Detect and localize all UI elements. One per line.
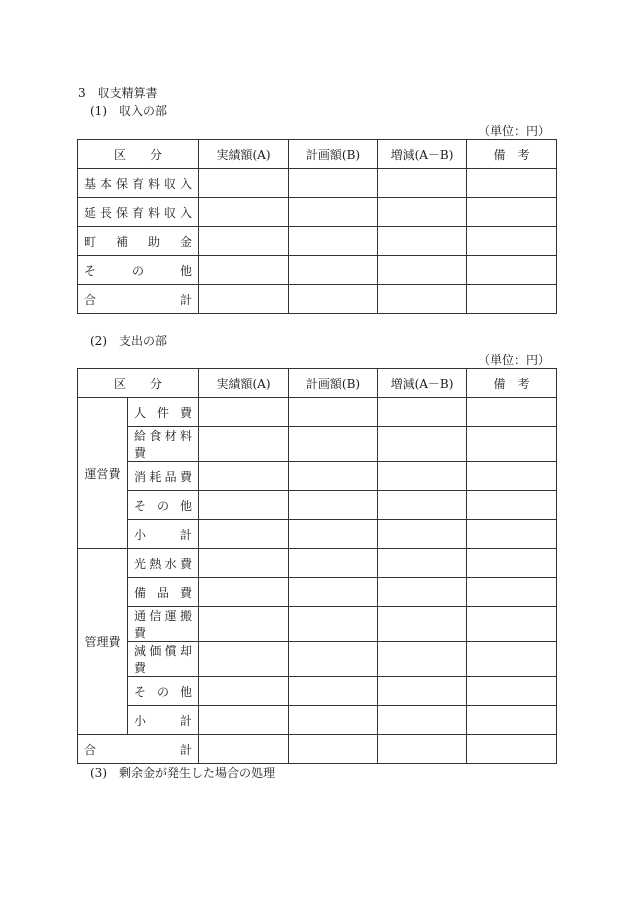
table-cell — [199, 706, 289, 735]
table-cell — [378, 706, 467, 735]
table-row — [78, 285, 557, 314]
expense-group-management: 管理費 — [78, 549, 128, 735]
table-cell — [378, 607, 467, 642]
surplus-heading: (3) 剰余金が発生した場合の処理 — [90, 766, 275, 780]
expense-item-label: 消耗品費 — [128, 462, 199, 491]
expense-item-label: 人件費 — [128, 398, 199, 427]
expense-header-actual: 実績額(A) — [199, 369, 289, 398]
table-row — [78, 427, 557, 462]
table-cell — [289, 549, 378, 578]
table-cell — [199, 169, 289, 198]
table-row — [78, 642, 557, 677]
table-cell — [378, 549, 467, 578]
table-cell — [289, 427, 378, 462]
table-cell — [467, 256, 557, 285]
table-cell — [467, 677, 557, 706]
table-cell — [467, 706, 557, 735]
income-unit-label: （単位：円） — [477, 124, 550, 138]
income-row-label: 基本保育料収入 — [78, 169, 199, 198]
table-cell — [289, 227, 378, 256]
table-cell — [467, 735, 557, 764]
expense-item-label: 通信運搬費 — [128, 607, 199, 642]
expense-header-category: 区 分 — [78, 369, 199, 398]
expense-item-label: 小計 — [128, 706, 199, 735]
table-cell — [199, 549, 289, 578]
income-header-difference: 増減(A－B) — [378, 140, 467, 169]
table-row — [78, 198, 557, 227]
table-row — [78, 256, 557, 285]
table-cell — [467, 549, 557, 578]
table-row — [78, 462, 557, 491]
table-cell — [199, 607, 289, 642]
income-heading: (1) 収入の部 — [90, 104, 167, 118]
expense-item-label: 減価償却費 — [128, 642, 199, 677]
table-cell — [467, 285, 557, 314]
table-cell — [199, 462, 289, 491]
table-cell — [289, 198, 378, 227]
income-header-actual: 実績額(A) — [199, 140, 289, 169]
expense-item-label: その他 — [128, 677, 199, 706]
table-row — [78, 520, 557, 549]
table-cell — [378, 677, 467, 706]
table-cell — [467, 520, 557, 549]
table-cell — [467, 427, 557, 462]
table-cell — [199, 198, 289, 227]
table-cell — [467, 462, 557, 491]
expense-item-label: 備品費 — [128, 578, 199, 607]
table-cell — [289, 285, 378, 314]
table-cell — [289, 706, 378, 735]
income-header-remarks: 備 考 — [467, 140, 557, 169]
table-cell — [378, 642, 467, 677]
table-cell — [289, 520, 378, 549]
table-cell — [378, 398, 467, 427]
expense-item-label: その他 — [128, 491, 199, 520]
table-row — [78, 491, 557, 520]
table-cell — [289, 462, 378, 491]
table-row — [78, 549, 557, 578]
table-cell — [199, 677, 289, 706]
income-header-planned: 計画額(B) — [289, 140, 378, 169]
table-cell — [467, 642, 557, 677]
table-cell — [289, 398, 378, 427]
table-row — [78, 677, 557, 706]
table-row — [78, 169, 557, 198]
table-cell — [199, 491, 289, 520]
income-header-category: 区 分 — [78, 140, 199, 169]
expense-header-remarks: 備 考 — [467, 369, 557, 398]
table-cell — [378, 256, 467, 285]
expense-item-label: 小計 — [128, 520, 199, 549]
expense-heading: (2) 支出の部 — [90, 334, 167, 348]
table-cell — [199, 578, 289, 607]
income-row-label: 延長保育料収入 — [78, 198, 199, 227]
table-cell — [378, 227, 467, 256]
expense-table — [77, 368, 557, 764]
table-cell — [467, 198, 557, 227]
table-cell — [378, 198, 467, 227]
table-cell — [199, 256, 289, 285]
income-table — [77, 139, 557, 314]
expense-header-planned: 計画額(B) — [289, 369, 378, 398]
table-cell — [378, 578, 467, 607]
table-row — [78, 735, 557, 764]
table-cell — [378, 427, 467, 462]
income-header-row — [78, 140, 557, 169]
income-row-label: 町補助金 — [78, 227, 199, 256]
table-cell — [289, 491, 378, 520]
table-row — [78, 227, 557, 256]
table-cell — [199, 642, 289, 677]
expense-header-row — [78, 369, 557, 398]
expense-header-difference: 増減(A－B) — [378, 369, 467, 398]
table-row — [78, 398, 557, 427]
table-cell — [199, 735, 289, 764]
table-cell — [199, 520, 289, 549]
expense-item-label: 給食材料費 — [128, 427, 199, 462]
table-cell — [467, 578, 557, 607]
table-cell — [289, 735, 378, 764]
table-cell — [289, 642, 378, 677]
table-cell — [467, 169, 557, 198]
table-cell — [378, 520, 467, 549]
table-cell — [467, 607, 557, 642]
table-cell — [199, 427, 289, 462]
section-title: 3 収支精算書 — [78, 86, 158, 100]
table-cell — [289, 169, 378, 198]
table-row — [78, 578, 557, 607]
expense-group-operating: 運営費 — [78, 398, 128, 549]
table-cell — [199, 398, 289, 427]
table-cell — [378, 169, 467, 198]
table-cell — [467, 398, 557, 427]
table-cell — [467, 227, 557, 256]
table-cell — [378, 462, 467, 491]
table-cell — [378, 735, 467, 764]
table-cell — [199, 227, 289, 256]
income-row-label: 合計 — [78, 285, 199, 314]
table-cell — [289, 578, 378, 607]
table-cell — [378, 285, 467, 314]
expense-unit-label: （単位：円） — [477, 353, 550, 367]
expense-total-label: 合計 — [78, 735, 199, 764]
income-row-label: その他 — [78, 256, 199, 285]
table-cell — [289, 677, 378, 706]
table-row — [78, 706, 557, 735]
table-cell — [289, 256, 378, 285]
expense-item-label: 光熱水費 — [128, 549, 199, 578]
table-cell — [289, 607, 378, 642]
table-cell — [467, 491, 557, 520]
table-cell — [199, 285, 289, 314]
table-row — [78, 607, 557, 642]
table-cell — [378, 491, 467, 520]
